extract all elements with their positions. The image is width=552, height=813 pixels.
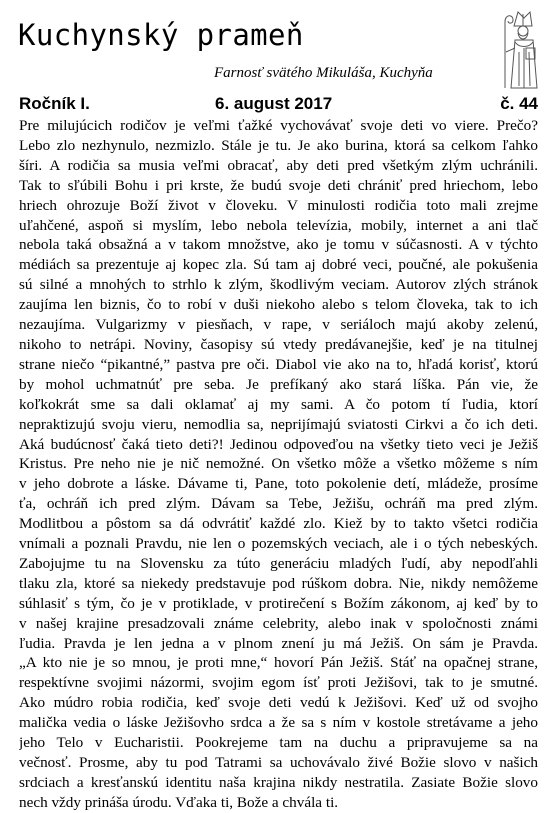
article-line: nezaujíma. Vulgarizmy v piesňach, v rape, v seriáloch majú akoby zelenú,	[19, 316, 538, 334]
article-line: nikoho to netrápi. Noviny, časopisy sú vtedy predávanejšie, keď je na titulnej	[19, 335, 538, 353]
article-line: Aká budúcnosť čaká tieto deti?! Jedinou odpoveďou na všetky tieto veci je Ježiš	[19, 435, 538, 453]
article-line: Ako múdro robia rodičia, keď svoje deti vedú k Ježišovi. Keď už od svojho	[19, 694, 538, 712]
article-line: Lebo zlo nezhynulo, nezmizlo. Stále je tu. Je ako burina, ktorá sa celkom ľahko	[19, 136, 538, 154]
article-line: „A kto nie je so mnou, je proti mne,“ hovorí Pán Ježiš. Stáť na opačnej strane,	[19, 654, 538, 672]
article-line: nepraktizujú svoju vieru, nemodlia sa, neprijímajú sviatosti Cirkvi a čo ich deti.	[19, 415, 538, 433]
article-line: by mohol uchmatnúť pre seba. Je prefíkaný ako stará líška. Pán vie, že	[19, 375, 538, 393]
article-line: malička vedia o láske Ježišovho srdca a že sa s ním v kostole stretávame a jeho	[19, 714, 538, 732]
article-line: Zabojujme tu na Slovensku za túto generáciu mladých ľudí, aby nepodľahli	[19, 554, 538, 572]
parish-name: Farnosť svätého Mikuláša, Kuchyňa	[214, 65, 433, 81]
article-line: nech vždy prináša úrodu. Vďaka ti, Bože a chvála ti.	[19, 793, 339, 811]
article-line: strane niečo “pikantné,” pastva pre oči. Diabol vie ako na to, hľadá korisť, ktorú	[19, 355, 538, 373]
article-line: sú silné a mnohých to strhlo k zlým, škodlivým veciam. Autorov zlých stránok	[19, 276, 538, 294]
article-line: nebola taká obsažná a v takom množstve, ako je tomu v súčasnosti. A v týchto	[19, 236, 538, 254]
newsletter-title: Kuchynský prameň	[18, 18, 304, 52]
article-line: Kristus. Pre neho nie je nič nemožné. On všetko môže a všetko môžeme s ním	[19, 455, 538, 473]
article-line: ľudia. Pravda je len jedna a v plnom znení ju má Ježiš. On sám je Pravda.	[19, 634, 538, 652]
article-line: hriech ohrozuje Boží život v človeku. V minulosti rodičia toto mali zrejme	[19, 196, 538, 214]
article-line: Modlitbou a pôstom sa dá odvrátiť každé zlo. Kiež by to takto všetci rodičia	[19, 515, 538, 533]
article-body	[19, 116, 538, 813]
article-line: koľkokrát sme sa dali oklamať aj my sami. A čo potom tí ľudia, ktorí	[19, 395, 538, 413]
article-line: respektívne svojimi názormi, svojim egom ísť proti Ježišovi, tak to je smutné.	[19, 674, 538, 692]
article-line: vnímali a poznali Pravdu, nie len o pozemských veciach, ale i o tých nebeských.	[19, 535, 538, 553]
article-line: Tak to sľúbili Bohu i pri krste, že budú svoje deti chrániť pred hriechom, lebo	[19, 176, 538, 194]
article-line: Pre milujúcich rodičov je veľmi ťažké vychovávať svoje deti vo viere. Prečo?	[19, 117, 538, 134]
issue-date: 6. august 2017	[215, 94, 333, 113]
article-line: zaujíma len biznis, čo to robí v duši niekoho alebo s telom človeka, tak to ich	[19, 296, 538, 314]
issue-header	[19, 93, 538, 115]
article-line: jeho Telo v Eucharistii. Pookrejeme tam na duchu a pripravujeme sa na	[19, 734, 538, 752]
article-line: srdciach a kresťanskú identitu naša krajina nikdy nestratila. Zasiate Božie slovo	[19, 773, 538, 791]
article-line: tlaku zla, ktoré sa niekedy predstavuje pod rúškom dobra. Nie, nikdy nemôžeme	[19, 574, 538, 592]
article-line: súhlasiť s tým, čo je v protiklade, v protirečení s Božím zákonom, aj keď by to	[19, 594, 538, 612]
article-line: šíri. A rodičia sa musia veľmi obracať, aby deti pred všetkým zlým uchránili.	[19, 156, 538, 174]
volume-label: Ročník I.	[19, 94, 90, 113]
saint-nicholas-bishop-icon	[497, 8, 541, 90]
article-line: v jeho dobrote a láske. Dávame ti, Pane, toto pokolenie detí, mládeže, prosíme	[19, 475, 538, 493]
article-line: uľahčené, aspoň si myslím, lebo nebola televízia, mobily, internet a ani tlač	[19, 216, 538, 234]
issue-number: č. 44	[500, 94, 538, 113]
article-line: večnosť. Prosme, aby tu pod Tatrami sa uchovávalo živé Božie slovo v našich	[19, 754, 538, 771]
article-line: v našej krajine presadzovali známe celebrity, alebo inak v spoločnosti známi	[19, 614, 538, 632]
article-line: médiách sa prezentuje aj kopec zla. Sú tam aj dobré veci, poučné, ale pokušenia	[19, 256, 538, 274]
article-line: ťa, ochráň ich pred zlým. Dávam sa Tebe, Ježišu, ochráň ma pred zlým.	[19, 495, 538, 513]
